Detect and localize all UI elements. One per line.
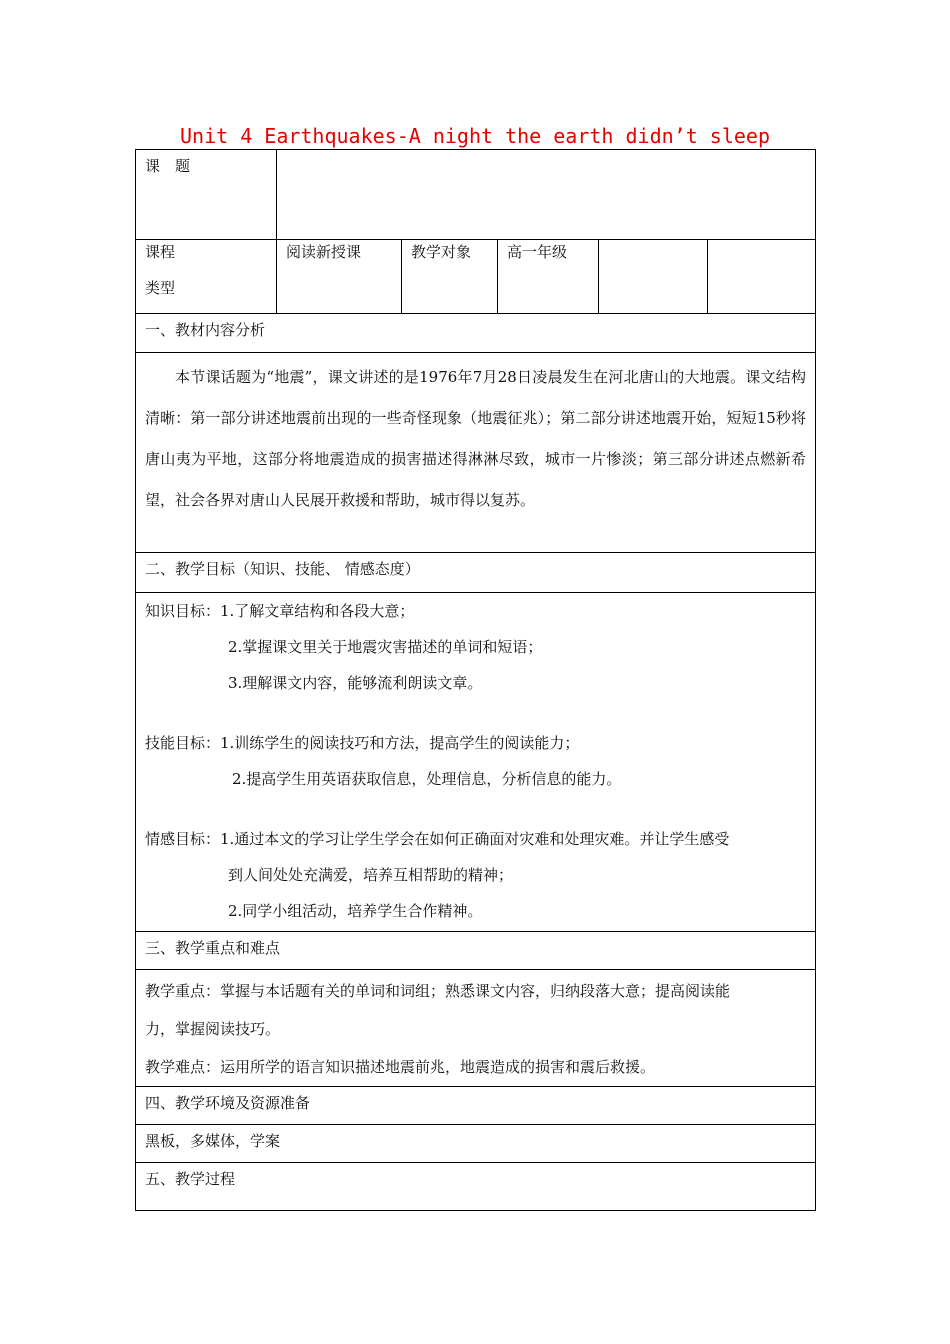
section-5-heading-cell [136,1163,816,1211]
section-4-heading: 四、教学环境及资源准备 [145,1094,311,1112]
section-2-heading-cell [136,553,816,593]
section-4-heading-cell [136,1087,816,1125]
emotion-goal-1-cont: 到人间处处充满爱，培养互相帮助的精神； [228,866,514,884]
audience-value: 高一年级 [507,243,568,261]
difficulty-line: 教学难点：运用所学的语言知识描述地震前兆，地震造成的损害和震后救援。 [145,1058,656,1076]
section-2-body-row [136,593,816,932]
skill-goal-2: 2.提高学生用英语获取信息，处理信息，分析信息的能力。 [232,770,622,788]
section-3-heading-row [136,932,816,970]
empty-cell-2 [708,240,816,314]
section-4-body-cell [136,1125,816,1163]
section-4-body-row [136,1125,816,1163]
section-1-body-cell [136,353,816,553]
section-2-heading-row [136,553,816,593]
knowledge-goal-3: 3.理解课文内容，能够流利朗读文章。 [228,674,483,692]
course-type-label-cell [136,240,277,314]
section-2-body-cell [136,593,816,932]
section-1-heading-cell [136,314,816,353]
content-analysis-text: 本节课话题为“地震”，课文讲述的是1976年7月28日凌晨发生在河北唐山的大地震。课文结构清晰：第一部分讲述地震前出现的一些奇怪现象（地震征兆）；第二部分讲述地震开始，短短15秒将唐山夷为平地，这部分将地震造成的损害描述得淋淋尽致，城市一片惨淡；第三部分讲述点燃新希望，社会各界对唐山人民展开救援和帮助，城市得以复苏。 [145,368,807,509]
knowledge-goal-1: 知识目标：1.了解文章结构和各段大意； [145,602,415,620]
lesson-plan-table [135,149,816,1211]
topic-value [286,150,806,156]
section-3-body-cell [136,970,816,1087]
section-1-body-row [136,353,816,553]
topic-label-cell [136,150,277,240]
course-type-label-2: 类型 [145,279,176,297]
section-5-heading-row [136,1163,816,1211]
section-3-heading: 三、教学重点和难点 [145,939,281,957]
section-3-heading-cell [136,932,816,970]
section-4-heading-row [136,1087,816,1125]
course-type-value-cell [277,240,402,314]
topic-row [136,150,816,240]
section-1-heading: 一、教材内容分析 [145,321,266,339]
audience-label: 教学对象 [411,243,472,261]
skill-goal-1: 技能目标：1.训练学生的阅读技巧和方法，提高学生的阅读能力； [145,734,580,752]
section-1-heading-row [136,314,816,353]
emotion-goal-1: 情感目标：1.通过本文的学习让学生学会在如何正确面对灾难和处理灾难。并让学生感受 [145,830,730,848]
empty-cell-1 [599,240,708,314]
topic-value-cell [277,150,816,240]
key-point-line-1: 教学重点：掌握与本话题有关的单词和词组；熟悉课文内容，归纳段落大意；提高阅读能 [145,982,731,1000]
resources-text: 黑板，多媒体，学案 [145,1132,281,1150]
section-5-heading: 五、教学过程 [145,1170,236,1188]
spacer [145,701,806,725]
course-type-value: 阅读新授课 [286,243,362,261]
key-point-line-2: 力，掌握阅读技巧。 [145,1020,281,1038]
audience-value-cell [498,240,599,314]
knowledge-goal-2: 2.掌握课文里关于地震灾害描述的单词和短语； [228,638,543,656]
course-type-label-1: 课程 [145,243,176,261]
audience-label-cell [402,240,498,314]
section-2-heading: 二、教学目标（知识、技能、 情感态度） [145,560,420,578]
section-3-body-row [136,970,816,1087]
page-title: Unit 4 Earthquakes-A night the earth didn’t sleep [179,124,770,148]
extra-value-1 [608,240,698,242]
emotion-goal-2: 2.同学小组活动，培养学生合作精神。 [228,902,483,920]
extra-value-2 [717,240,806,242]
topic-label: 课 题 [145,157,191,175]
spacer [145,797,806,821]
course-type-row [136,240,816,314]
